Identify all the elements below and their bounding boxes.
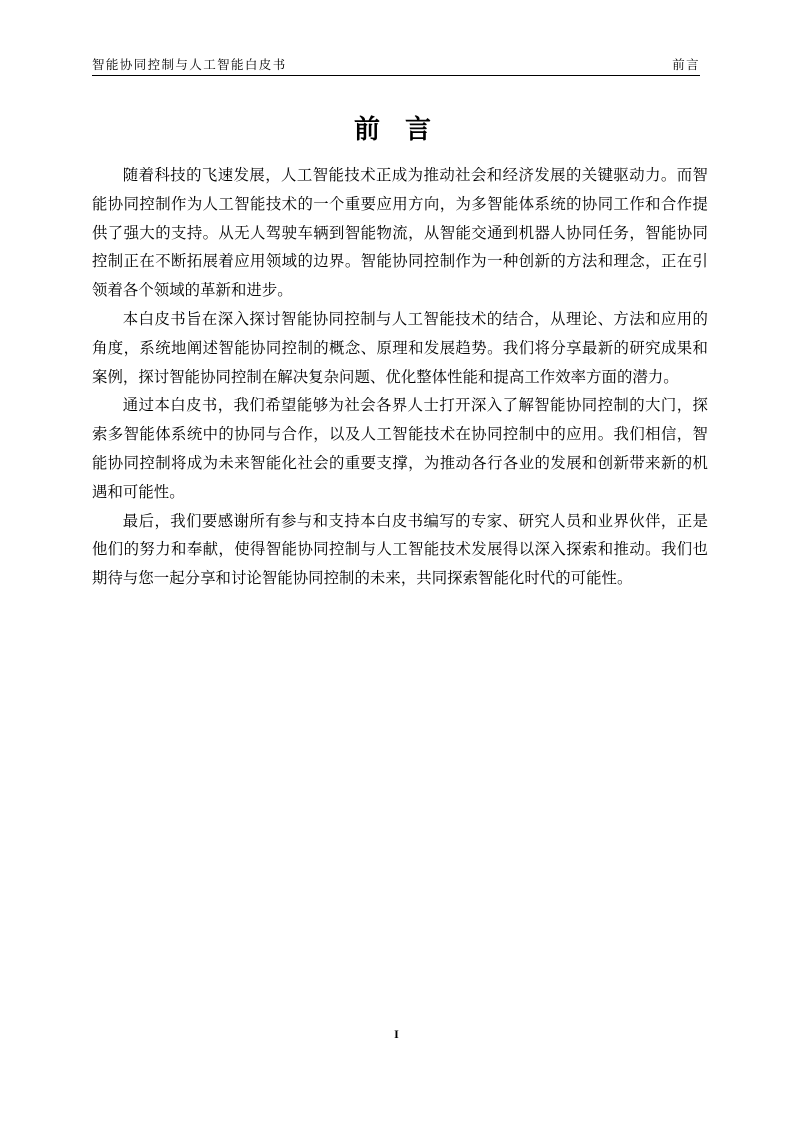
page-title: 前 言 [353, 115, 440, 145]
header-document-title: 智能协同控制与人工智能白皮书 [92, 57, 287, 72]
paragraph-4: 最后，我们要感谢所有参与和支持本白皮书编写的专家、研究人员和业界伙伴，正是他们的努力和奉献，使得智能协同控制与人工智能技术发展得以深入探索和推动。我们也期待与您一起分享和讨论智能协同控制的未来，共同探索智能化时代的可能性。 [92, 511, 708, 588]
paragraph-2: 本白皮书旨在深入探讨智能协同控制与人工智能技术的结合，从理论、方法和应用的角度，系统地阐述智能协同控制的概念、原理和发展趋势。我们将分享最新的研究成果和案例，探讨智能协同控制在解决复杂问题、优化整体性能和提高工作效率方面的潜力。 [92, 309, 708, 386]
header-section-name: 前言 [672, 57, 700, 72]
preface-body [92, 161, 708, 593]
page-header [92, 57, 700, 76]
paragraph-3: 通过本白皮书，我们希望能够为社会各界人士打开深入了解智能协同控制的大门，探索多智能体系统中的协同与合作，以及人工智能技术在协同控制中的应用。我们相信，智能协同控制将成为未来智能化社会的重要支撑，为推动各行各业的发展和创新带来新的机遇和可能性。 [92, 396, 708, 501]
paragraph-1: 随着科技的飞速发展，人工智能技术正成为推动社会和经济发展的关键驱动力。而智能协同控制作为人工智能技术的一个重要应用方向，为多智能体系统的协同工作和合作提供了强大的支持。从无人驾驶车辆到智能物流，从智能交通到机器人协同任务，智能协同控制正在不断拓展着应用领域的边界。智能协同控制作为一种创新的方法和理念，正在引领着各个领域的革新和进步。 [92, 166, 708, 300]
page-number: I [394, 1027, 399, 1041]
